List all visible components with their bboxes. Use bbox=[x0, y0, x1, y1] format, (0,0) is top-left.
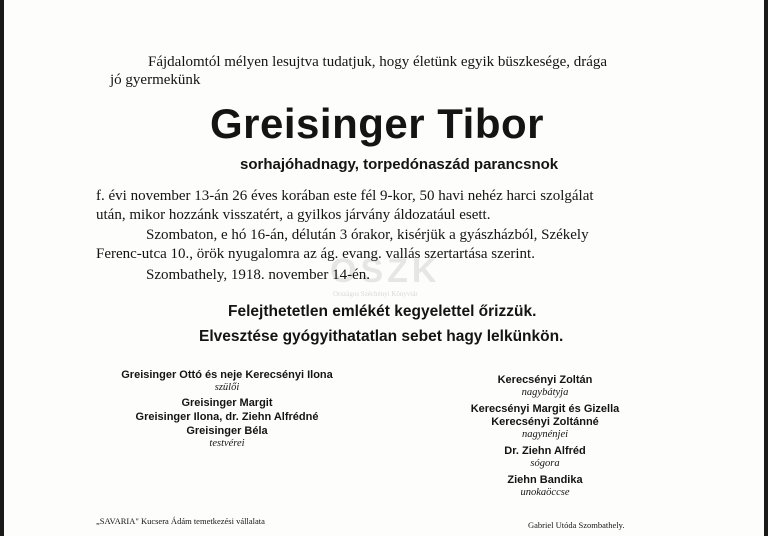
intro-line-2: jó gyermekünk bbox=[110, 72, 201, 88]
printer-credit: Gabriel Utóda Szombathely. bbox=[528, 520, 625, 530]
funeral-home-credit: „SAVARIA" Kucsera Ádám temetkezési vállalata bbox=[96, 516, 265, 526]
mourner-name: Greisinger Béla bbox=[186, 425, 268, 437]
deceased-name: Greisinger Tibor bbox=[210, 100, 544, 147]
scan-border-left bbox=[0, 0, 4, 536]
body-line-1: f. évi november 13-án 26 éves korában este fél 9-kor, 50 havi nehéz harci szolgálat bbox=[96, 188, 594, 204]
mourner-relation: nagynénjei bbox=[521, 429, 569, 440]
place-and-date: Szombathely, 1918. november 14-én. bbox=[146, 267, 370, 283]
mourner-relation: testvérei bbox=[209, 438, 245, 449]
mourner-name: Greisinger Margit bbox=[181, 397, 273, 409]
mourner-name: Greisinger Ilona, dr. Ziehn Alfrédné bbox=[135, 411, 319, 423]
motto-line-2: Elvesztése gyógyithatatlan sebet hagy lelkünkön. bbox=[199, 328, 564, 345]
mourner-relation: nagybátyja bbox=[521, 387, 569, 398]
body-line-2: után, mikor hozzánk visszatért, a gyilkos járvány áldozatául esett. bbox=[96, 207, 491, 223]
mourner-name: Kerecsényi Zoltánné bbox=[491, 416, 599, 428]
mourner-name: Kerecsényi Margit és Gizella bbox=[470, 403, 620, 415]
watermark: OSZK bbox=[330, 252, 441, 290]
mourner-name: Dr. Ziehn Alfréd bbox=[504, 445, 586, 457]
scan-border-right bbox=[764, 0, 768, 536]
body-line-3: Szombaton, e hó 16-án, délután 3 órakor, kisérjük a gyászházból, Székely bbox=[146, 227, 589, 243]
motto-line-1: Felejthetetlen emlékét kegyelettel őrizzük. bbox=[228, 303, 537, 320]
intro-line-1: Fájdalomtól mélyen lesujtva tudatjuk, hogy életünk egyik büszkesége, drága bbox=[148, 54, 608, 70]
mourner-name: Ziehn Bandika bbox=[507, 474, 583, 486]
mourner-relation: sógora bbox=[530, 458, 560, 469]
mourner-relation: szülői bbox=[214, 382, 240, 393]
body-line-4: Ferenc-utca 10., örök nyugalomra az ág. evang. vallás szertartása szerint. bbox=[96, 246, 535, 262]
deceased-rank: sorhajóhadnagy, torpedónaszád parancsnok bbox=[240, 156, 559, 173]
mourner-name: Greisinger Ottó és neje Kerecsényi Ilona bbox=[121, 369, 333, 381]
mourner-name: Kerecsényi Zoltán bbox=[497, 374, 593, 386]
watermark-caption: Országos Széchényi Könyvtár bbox=[333, 290, 418, 298]
mourner-relation: unokaöccse bbox=[520, 487, 570, 498]
